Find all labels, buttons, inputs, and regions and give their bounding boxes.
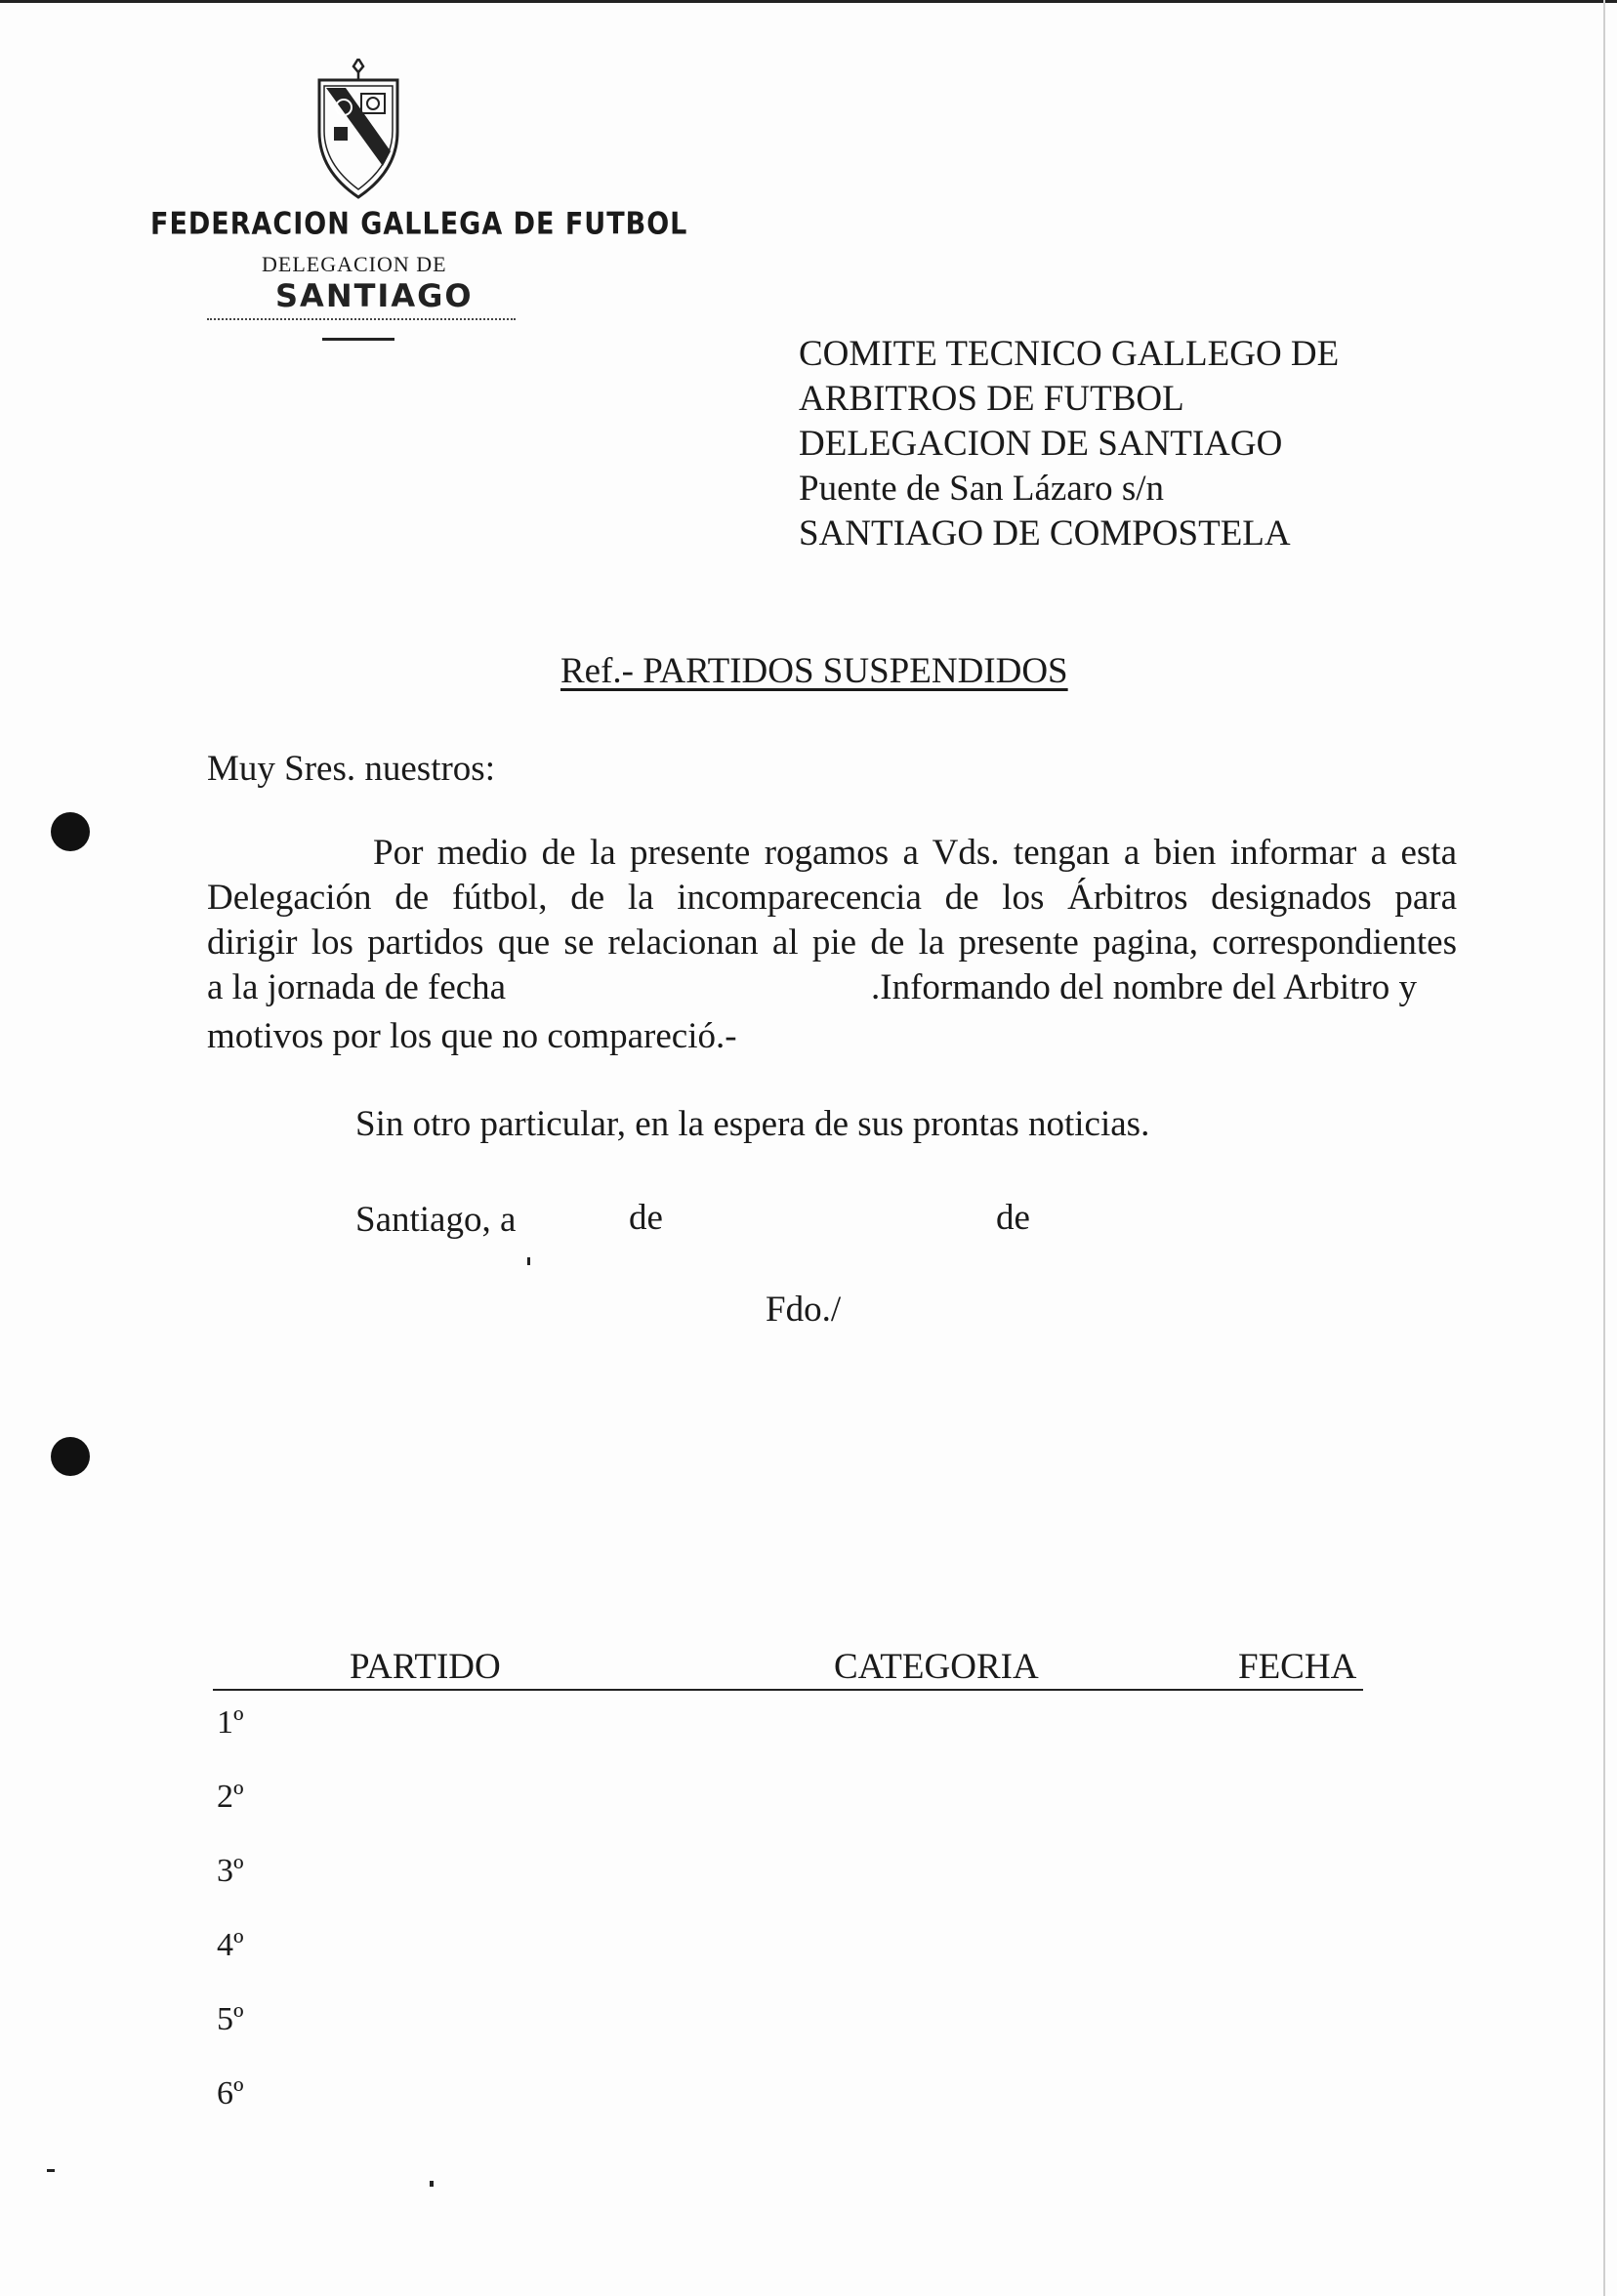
- row-number: 3º: [217, 1853, 244, 1889]
- body-line-2: Delegación de fútbol, de la incomparecencia de los Árbitros designados para: [207, 878, 1457, 918]
- reference-subject: Ref.- PARTIDOS SUSPENDIDOS: [560, 651, 1068, 691]
- row-number: 6º: [217, 2075, 244, 2112]
- scan-speck: [430, 2181, 434, 2187]
- delegation-label: DELEGACION DE: [262, 252, 447, 276]
- punch-hole: [51, 812, 90, 851]
- date-place: Santiago, a: [355, 1200, 517, 1240]
- body-line-3: dirigir los partidos que se relacionan al pie de la presente pagina, correspondientes: [207, 922, 1457, 963]
- date-de-1: de: [629, 1198, 663, 1238]
- date-de-2: de: [996, 1198, 1030, 1238]
- column-header-categoria: CATEGORIA: [834, 1647, 1039, 1687]
- address-line: Puente de San Lázaro s/n: [799, 469, 1164, 509]
- crest-shield-icon: [314, 59, 402, 200]
- address-line: COMITE TECNICO GALLEGO DE: [799, 334, 1340, 374]
- body-line-1: Por medio de la presente rogamos a Vds. tengan a bien informar a esta: [373, 833, 1457, 873]
- body-line-5: motivos por los que no compareció.-: [207, 1016, 737, 1056]
- column-header-fecha: FECHA: [1238, 1647, 1357, 1687]
- scan-speck: [47, 2169, 55, 2172]
- row-number: 4º: [217, 1927, 244, 1963]
- row-number: 2º: [217, 1779, 244, 1815]
- greeting: Muy Sres. nuestros:: [207, 749, 495, 789]
- signature-label: Fdo./: [766, 1290, 842, 1330]
- delegation-stamp: SANTIAGO: [275, 277, 474, 314]
- column-header-partido: PARTIDO: [350, 1647, 501, 1687]
- punch-hole: [51, 1437, 90, 1476]
- row-number: 1º: [217, 1704, 244, 1741]
- closing-line: Sin otro particular, en la espera de sus prontas noticias.: [355, 1104, 1150, 1144]
- body-line-4-right: .Informando del nombre del Arbitro y: [871, 967, 1417, 1007]
- address-line: DELEGACION DE SANTIAGO: [799, 424, 1283, 464]
- federation-name: FEDERACION GALLEGA DE FUTBOL: [150, 207, 688, 242]
- table-header-rule: [213, 1689, 1363, 1691]
- letterhead-rule: [322, 338, 394, 341]
- address-line: SANTIAGO DE COMPOSTELA: [799, 513, 1291, 554]
- row-number: 5º: [217, 2001, 244, 2037]
- right-border: [1603, 0, 1605, 2296]
- top-border: [0, 0, 1617, 3]
- scan-speck: [527, 1257, 530, 1265]
- body-line-4-left: a la jornada de fecha: [207, 967, 507, 1007]
- address-line: ARBITROS DE FUTBOL: [799, 379, 1184, 419]
- delegation-dotted-line: [207, 318, 516, 320]
- recipient-address: [799, 332, 1339, 556]
